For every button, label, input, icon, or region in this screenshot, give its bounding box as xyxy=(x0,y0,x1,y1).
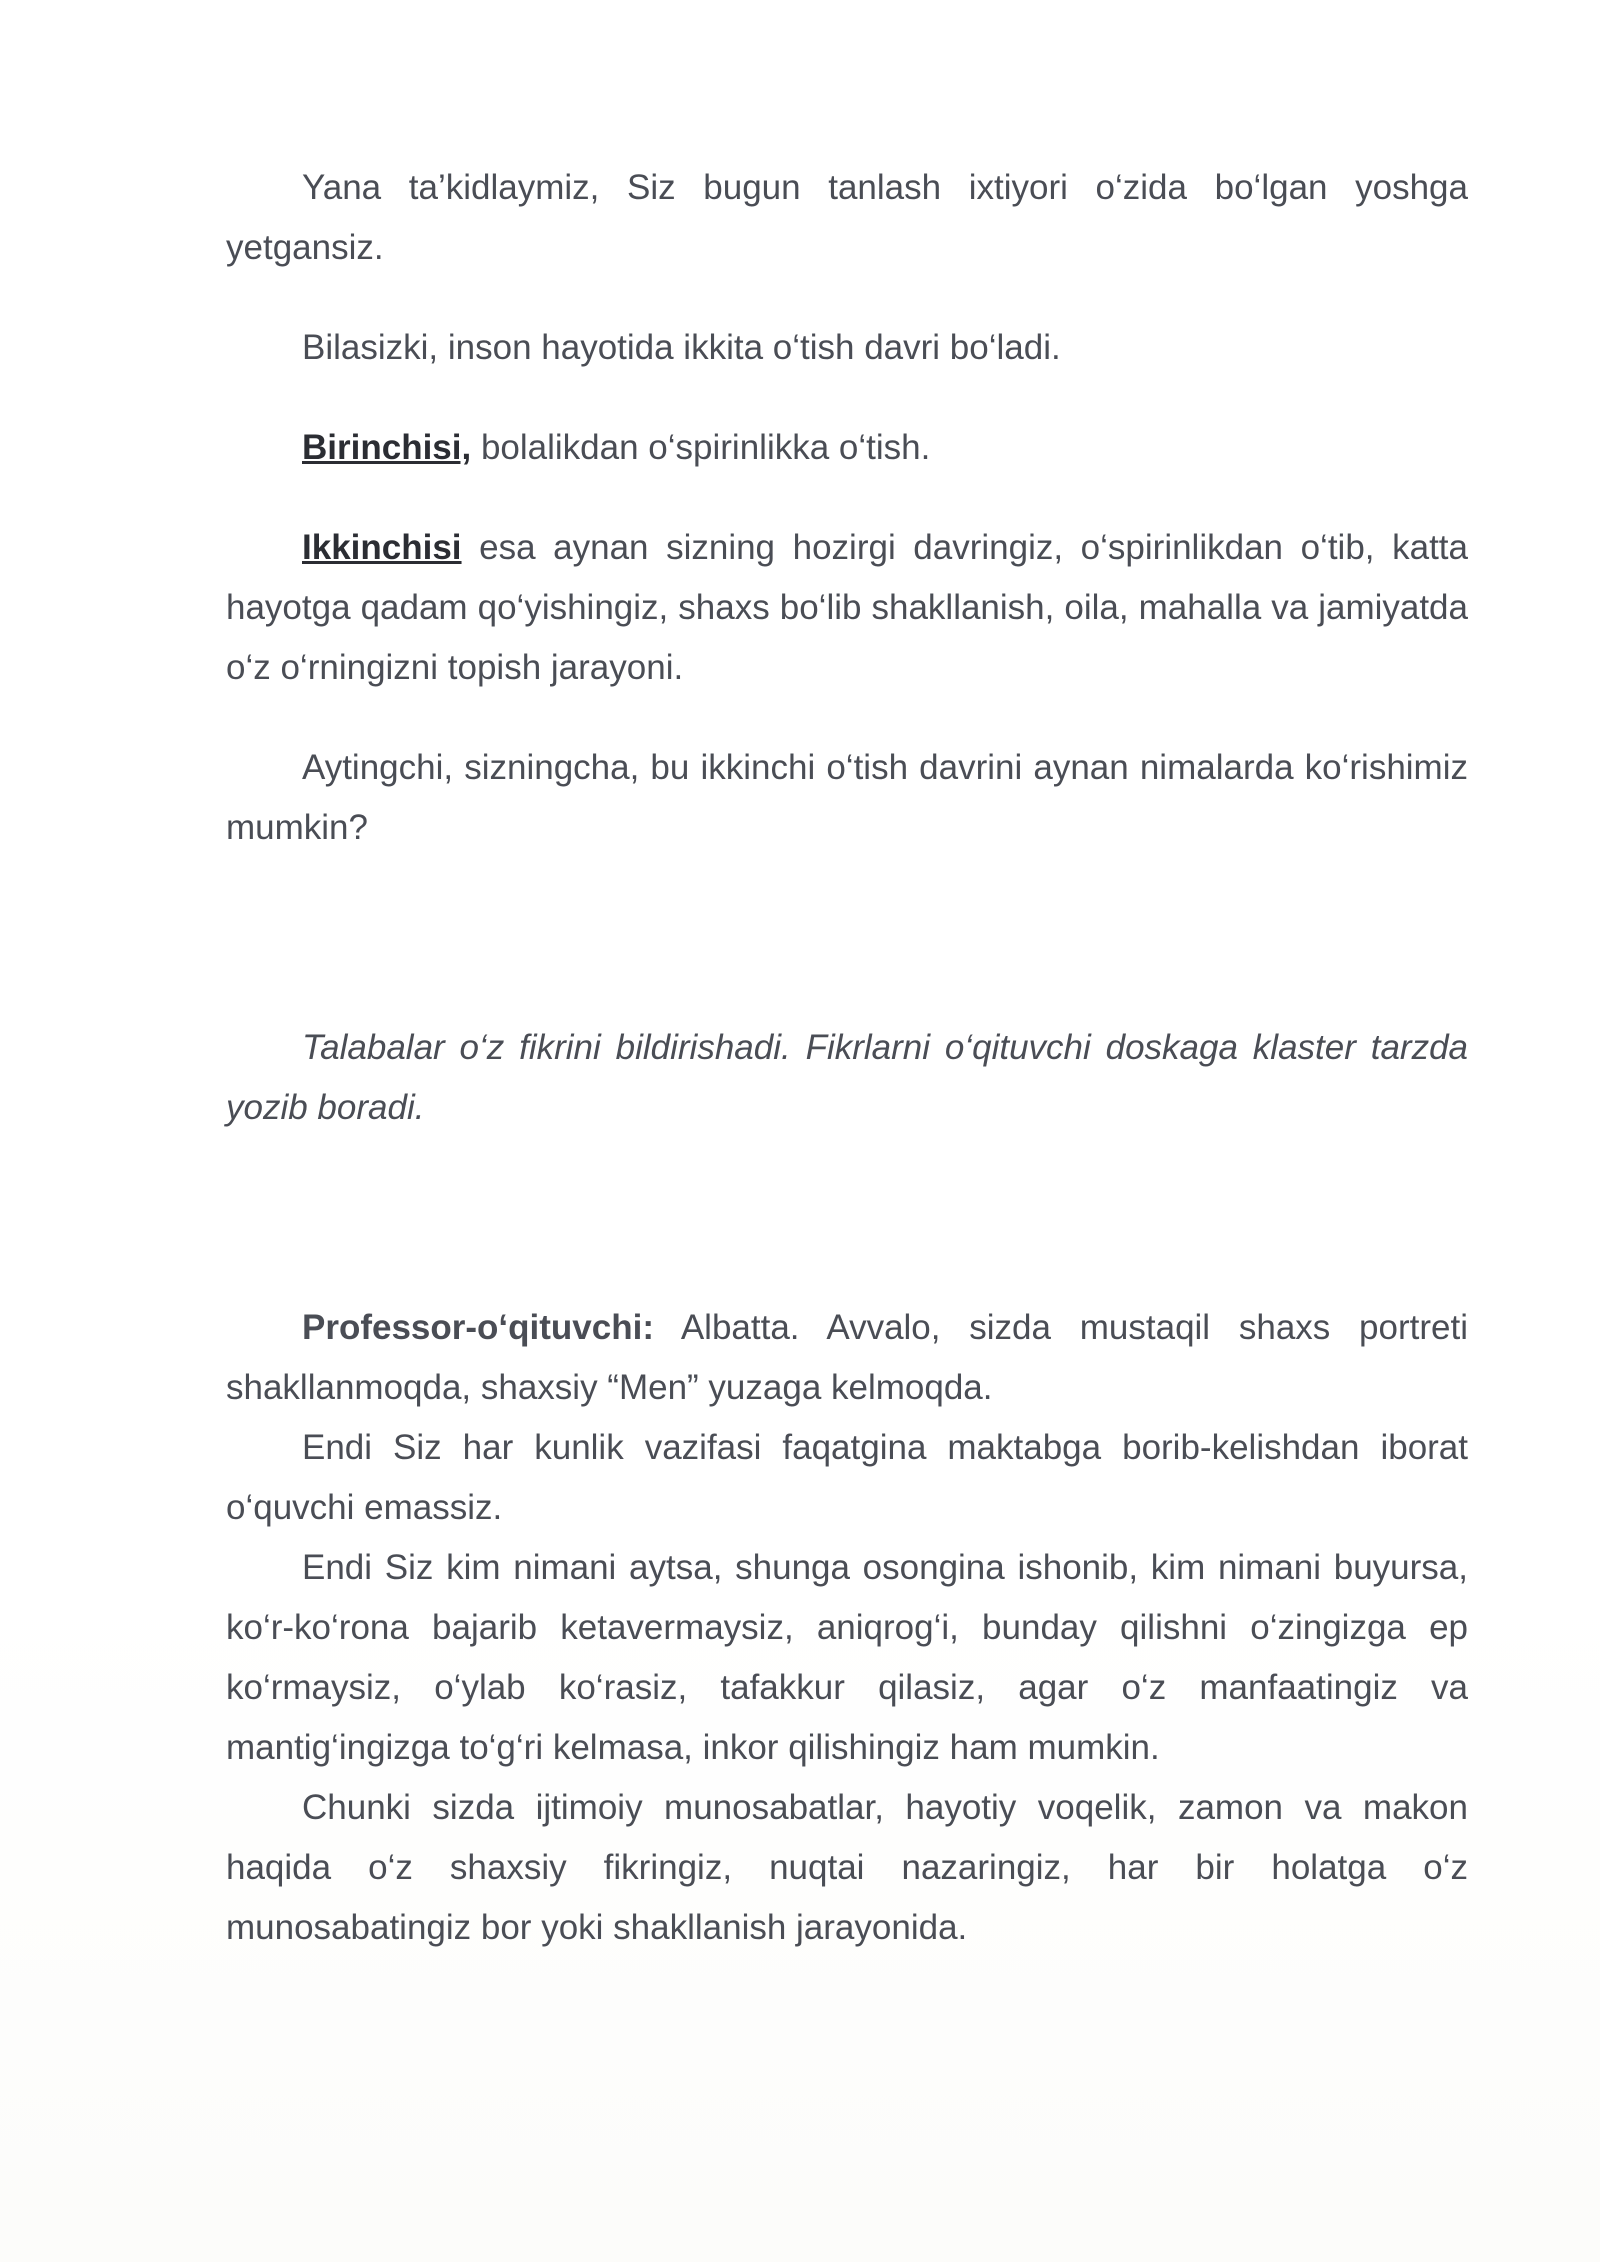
paragraph-transitions-text: Bilasizki, inson hayotida ikkita o‘tish davri bo‘ladi. xyxy=(302,328,1061,367)
second-text: esa aynan sizning hozirgi davringiz, o‘spirinlikdan o‘tib, katta hayotga qadam qo‘yishingiz, shaxs bo‘lib shakllanish, oila, mahalla va jamiyatda o‘z o‘rningizni topish jarayoni. xyxy=(226,528,1468,687)
paragraph-student-activity xyxy=(226,1018,1468,1138)
first-text: bolalikdan o‘spirinlikka o‘tish. xyxy=(471,428,931,467)
paragraph-own-opinion xyxy=(226,1778,1468,1958)
document-body xyxy=(226,158,1468,1958)
paragraph-first-transition xyxy=(226,418,1468,478)
paragraph-not-pupil xyxy=(226,1418,1468,1538)
paragraph-question xyxy=(226,738,1468,858)
own-opinion-text: Chunki sizda ijtimoiy munosabatlar, hayotiy voqelik, zamon va makon haqida o‘z shaxsiy fikringiz, nuqtai nazaringiz, har bir holatga o‘z munosabatingiz bor yoki shakllanish jarayonida. xyxy=(226,1788,1468,1947)
second-label: Ikkinchisi xyxy=(302,528,462,567)
question-text: Aytingchi, sizningcha, bu ikkinchi o‘tish davrini aynan nimalarda ko‘rishimiz mumkin? xyxy=(226,748,1468,847)
professor-text: Albatta. Avvalo, sizda mustaqil shaxs portreti shakllanmoqda, shaxsiy “Men” yuzaga kelmoqda. xyxy=(226,1308,1468,1407)
paragraph-intro xyxy=(226,158,1468,278)
first-label: Birinchisi, xyxy=(302,428,472,467)
student-activity-text: Talabalar o‘z fikrini bildirishadi. Fikrlarni o‘qituvchi doskaga klaster tarzda yozib boradi. xyxy=(226,1028,1468,1127)
paragraph-intro-text: Yana ta’kidlaymiz, Siz bugun tanlash ixtiyori o‘zida bo‘lgan yoshga yetgansiz. xyxy=(226,168,1468,267)
paragraph-critical-thinking xyxy=(226,1538,1468,1778)
speaker-label: Professor-o‘qituvchi: xyxy=(302,1308,654,1347)
paragraph-professor xyxy=(226,1298,1468,1418)
critical-thinking-text: Endi Siz kim nimani aytsa, shunga osongina ishonib, kim nimani buyursa, ko‘r-ko‘rona bajarib ketavermaysiz, aniqrog‘i, bunday qilishni o‘zingizga ep ko‘rmaysiz, o‘ylab ko‘rasiz, tafakkur qilasiz, agar o‘z manfaatingiz va mantig‘ingizga to‘g‘ri kelmasa, inkor qilishingiz ham mumkin. xyxy=(226,1548,1468,1767)
paragraph-transitions xyxy=(226,318,1468,378)
paragraph-second-transition xyxy=(226,518,1468,698)
not-pupil-text: Endi Siz har kunlik vazifasi faqatgina maktabga borib-kelishdan iborat o‘quvchi emassiz. xyxy=(226,1428,1468,1527)
